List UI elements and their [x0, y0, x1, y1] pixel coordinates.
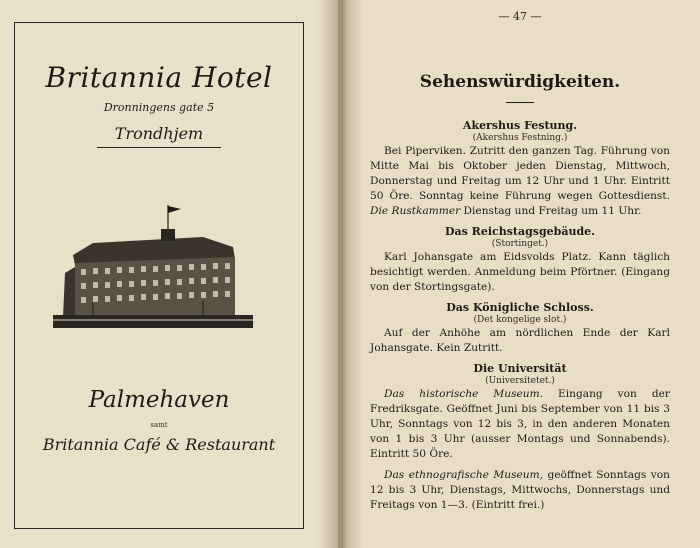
sight-subtitle: (Det kongelige slot.) — [473, 315, 567, 325]
restaurant-name: Palmehaven — [88, 387, 230, 413]
hotel-city: Trondhjem — [114, 124, 204, 143]
hotel-building-illustration — [53, 203, 253, 328]
sight-subtitle: (Stortinget.) — [491, 239, 549, 249]
sight-subtitle: (Universitetet.) — [485, 376, 555, 386]
heading-divider — [506, 102, 534, 103]
sight-description: Karl Johansgate am Eidsvolds Platz. Kann täglich besichtigt werden. Anmeldung beim Pförtner. (Eingang von der Stortingsgate). — [370, 251, 670, 293]
sight-description: Das historische Museum. Eingang von der Fredriksgate. Geöffnet Juni bis September von 11 bis 3 Uhr, Sonntags von 12 bis 3, in den anderen Monaten von 1 bis 3 Uhr (ausser Montags und Sonnabends). Eintritt 50 Öre. — [370, 388, 670, 460]
page-heading: Sehenswürdigkeiten. — [419, 72, 621, 92]
book-gutter — [318, 0, 364, 548]
sight-title: Die Universität — [473, 362, 567, 375]
sight-title: Das Reichstagsgebäude. — [444, 225, 595, 238]
conjunction-text: samt — [150, 421, 168, 429]
sight-description: Das ethnografische Museum, geöffnet Sonntags von 12 bis 3 Uhr, Dienstags, Mittwochs, Donnerstags und Freitags von 1—3. (Eintritt frei.) — [370, 469, 670, 511]
hotel-name: Britannia Hotel — [45, 61, 273, 94]
sights-text-column — [370, 72, 670, 519]
hotel-advertisement — [14, 22, 304, 529]
sight-title: Das Königliche Schloss. — [446, 301, 594, 314]
sight-subtitle: (Akershus Festning.) — [472, 133, 568, 143]
divider — [97, 147, 221, 148]
cafe-name: Britannia Café & Restaurant — [42, 435, 276, 454]
right-page — [340, 0, 700, 548]
sight-description: Bei Piperviken. Zutritt den ganzen Tag. Führung von Mitte Mai bis Oktober jeden Dienstag, Mittwoch, Donnerstag und Freitag um 12 Uhr und 1 Uhr. Eintritt 50 Öre. Sonntag keine Führung wegen Gottesdienst. Die Rustkammer Dienstag und Freitag um 11 Uhr. — [370, 145, 670, 217]
hotel-street: Dronningens gate 5 — [103, 101, 215, 114]
page-number: — 47 — — [498, 10, 542, 23]
left-page — [0, 0, 338, 548]
sight-description: Auf der Anhöhe am nördlichen Ende der Karl Johansgate. Kein Zutritt. — [370, 327, 670, 354]
sight-title: Akershus Festung. — [462, 119, 578, 132]
